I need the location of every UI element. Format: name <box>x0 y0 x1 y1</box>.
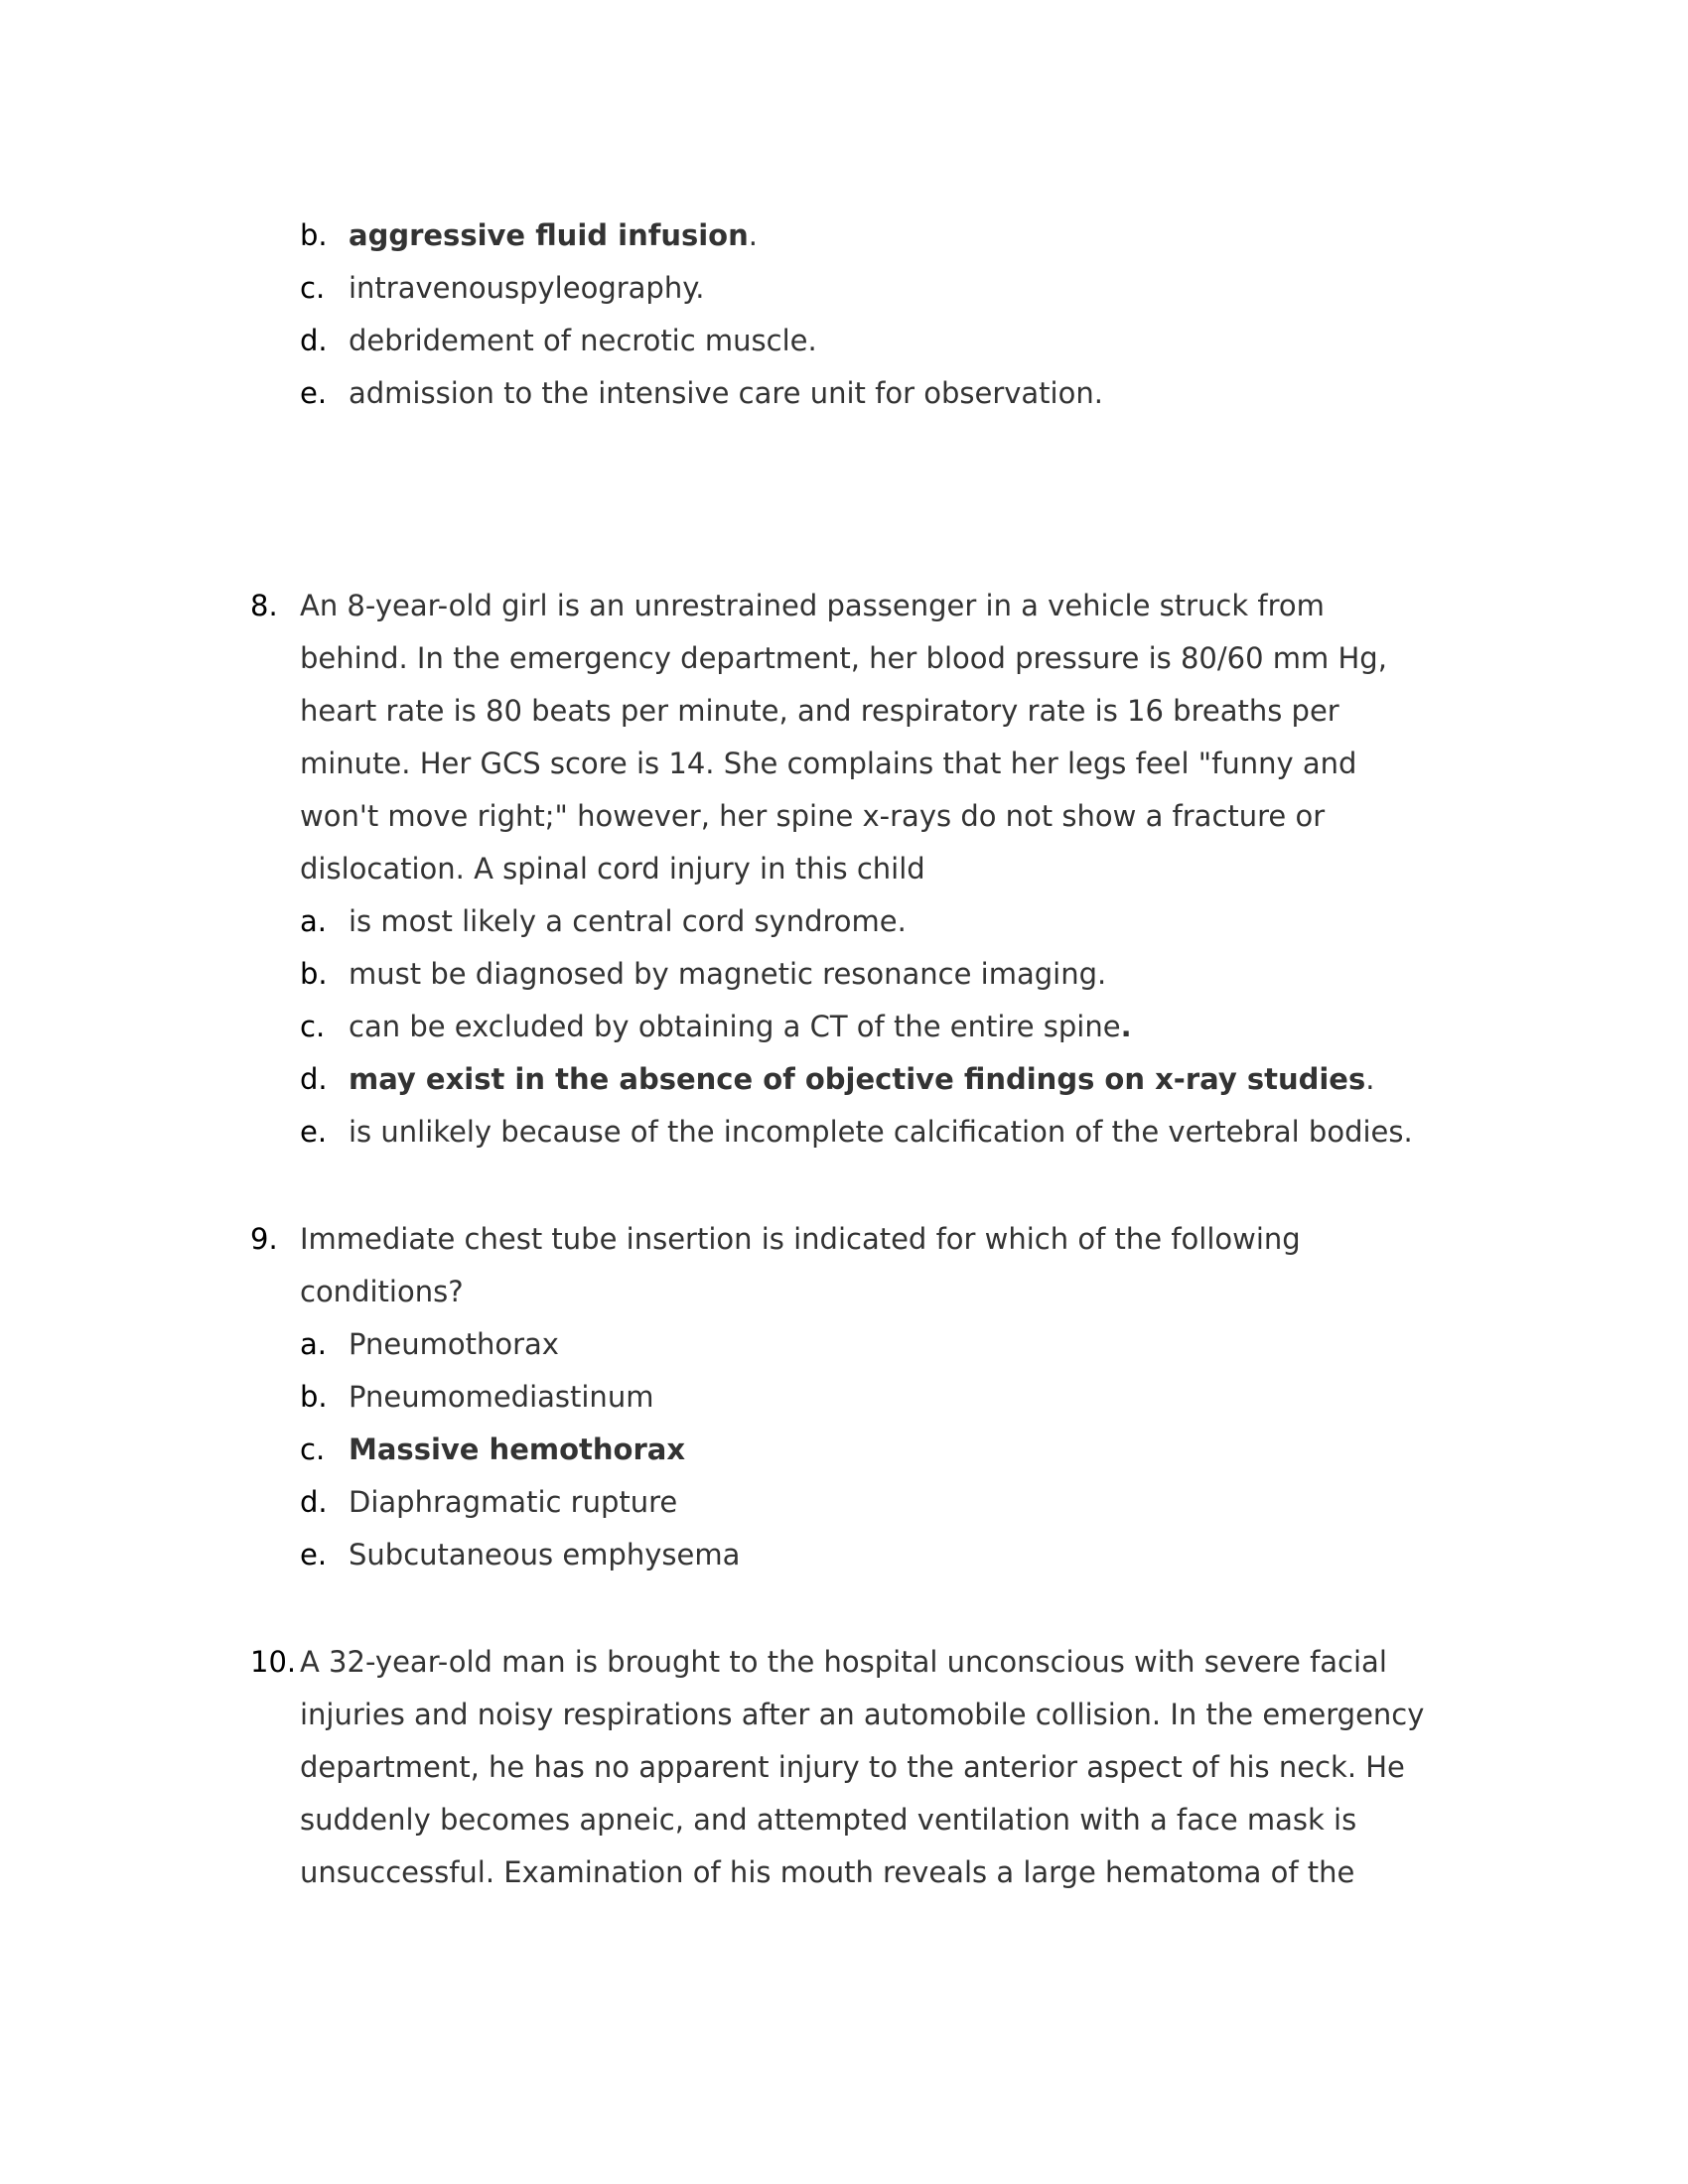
question-text-line: won't move right;" however, her spine x-rays do not show a fracture or <box>300 799 1326 833</box>
option-letter: e. <box>300 376 328 410</box>
question-text-line: unsuccessful. Examination of his mouth reveals a large hematoma of the <box>300 1855 1355 1889</box>
question-text-line: department, he has no apparent injury to the anterior aspect of his neck. He <box>300 1750 1405 1784</box>
question-number: 8. <box>250 589 278 622</box>
option-b: b. aggressive fluid infusion. <box>0 209 1688 262</box>
correct-answer-text: Massive hemothorax <box>349 1433 686 1466</box>
question-text-line: Immediate chest tube insertion is indicated for which of the following <box>300 1222 1301 1256</box>
option-text: is unlikely because of the incomplete calcification of the vertebral bodies. <box>349 1115 1413 1149</box>
option-letter: b. <box>300 218 328 252</box>
option-text: admission to the intensive care unit for observation. <box>349 376 1103 410</box>
option-letter: a. <box>300 1327 327 1361</box>
continued-question-options <box>0 209 1688 420</box>
option-letter: b. <box>300 1380 328 1414</box>
option-text: Pneumothorax <box>349 1327 559 1361</box>
question-text-line: heart rate is 80 beats per minute, and respiratory rate is 16 breaths per <box>300 694 1339 728</box>
option-letter: e. <box>300 1538 328 1571</box>
option-c <box>0 262 1688 315</box>
option-e <box>0 367 1688 420</box>
option-d <box>0 315 1688 367</box>
option-text: intravenouspyleography. <box>349 271 705 305</box>
option-text: must be diagnosed by magnetic resonance imaging. <box>349 957 1107 991</box>
option-letter: c. <box>300 1010 326 1043</box>
option-c: c. can be excluded by obtaining a CT of the entire spine. <box>0 1001 1688 1053</box>
option-letter: e. <box>300 1115 328 1149</box>
option-d <box>0 1476 1688 1529</box>
question-text-line: injuries and noisy respirations after an automobile collision. In the emergency <box>300 1698 1425 1731</box>
question-number: 9. <box>250 1222 278 1256</box>
correct-answer-text: aggressive fluid infusion <box>349 218 749 252</box>
question-8 <box>0 580 1688 1159</box>
option-text: Subcutaneous emphysema <box>349 1538 741 1571</box>
question-text-line: behind. In the emergency department, her blood pressure is 80/60 mm Hg, <box>300 641 1387 675</box>
question-text-line: conditions? <box>300 1275 464 1308</box>
option-letter: c. <box>300 271 326 305</box>
question-text-line: dislocation. A spinal cord injury in this child <box>300 852 925 886</box>
option-a <box>0 1318 1688 1371</box>
option-letter: d. <box>300 1485 328 1519</box>
option-b <box>0 1371 1688 1424</box>
option-letter: d. <box>300 324 328 357</box>
option-b <box>0 948 1688 1001</box>
option-e <box>0 1106 1688 1159</box>
option-letter: a. <box>300 904 327 938</box>
question-text-line: suddenly becomes apneic, and attempted ventilation with a face mask is <box>300 1803 1357 1837</box>
option-letter: c. <box>300 1433 326 1466</box>
question-text-line: An 8-year-old girl is an unrestrained passenger in a vehicle struck from <box>300 589 1325 622</box>
option-a <box>0 895 1688 948</box>
option-d: d. may exist in the absence of objective findings on x-ray studies. <box>0 1053 1688 1106</box>
option-text: can be excluded by obtaining a CT of the entire spine <box>349 1010 1121 1043</box>
option-e <box>0 1529 1688 1581</box>
question-10 <box>0 1636 1688 1899</box>
option-letter: b. <box>300 957 328 991</box>
option-text: Diaphragmatic rupture <box>349 1485 678 1519</box>
option-text: Pneumomediastinum <box>349 1380 654 1414</box>
question-9 <box>0 1213 1688 1581</box>
question-text-line: minute. Her GCS score is 14. She complains that her legs feel "funny and <box>300 747 1357 780</box>
option-text: is most likely a central cord syndrome. <box>349 904 907 938</box>
question-text-line: A 32-year-old man is brought to the hospital unconscious with severe facial <box>300 1645 1387 1679</box>
question-number: 10. <box>250 1645 297 1679</box>
correct-answer-text: may exist in the absence of objective findings on x-ray studies <box>349 1062 1366 1096</box>
option-c <box>0 1424 1688 1476</box>
option-text: debridement of necrotic muscle. <box>349 324 817 357</box>
option-letter: d. <box>300 1062 328 1096</box>
